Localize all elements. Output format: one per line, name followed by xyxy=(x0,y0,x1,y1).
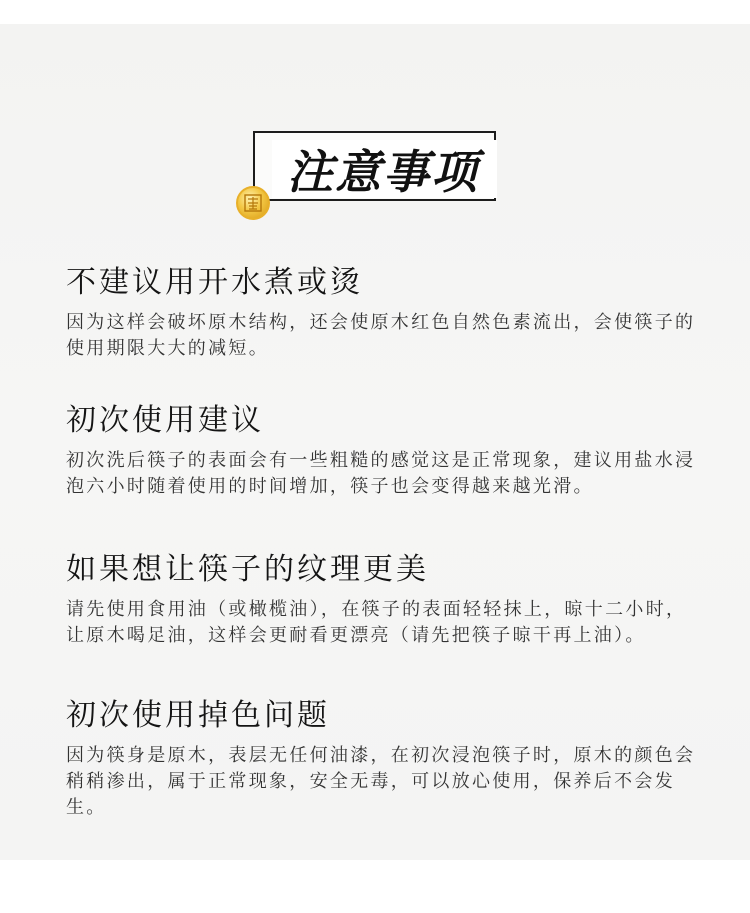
section-boiling xyxy=(66,263,706,362)
section-heading: 初次使用掉色问题 xyxy=(66,698,330,733)
section-body: 因为筷身是原木，表层无任何油漆，在初次浸泡筷子时，原木的颜色会稍稍渗出，属于正常现象，安全无毒，可以放心使用，保养后不会发生。 xyxy=(66,745,696,818)
section-heading: 不建议用开水煮或烫 xyxy=(66,265,363,300)
section-texture xyxy=(66,550,706,649)
section-body: 请先使用食用油（或橄榄油），在筷子的表面轻轻抹上，晾十二小时，让原木喝足油，这样会更耐看更漂亮（请先把筷子晾干再上油）。 xyxy=(66,599,687,646)
section-body: 因为这样会破坏原木结构，还会使原木红色自然色素流出，会使筷子的使用期限大大的减短。 xyxy=(66,312,696,359)
section-heading: 如果想让筷子的纹理更美 xyxy=(66,552,429,587)
section-color-fading xyxy=(66,696,706,821)
section-first-use xyxy=(66,401,706,500)
section-body: 初次洗后筷子的表面会有一些粗糙的感觉这是正常现象，建议用盐水浸泡六小时随着使用的时间增加，筷子也会变得越来越光滑。 xyxy=(66,450,696,497)
fu-seal-icon xyxy=(236,186,270,220)
page-title: 注意事项 xyxy=(287,145,479,199)
section-heading: 初次使用建议 xyxy=(66,403,264,438)
